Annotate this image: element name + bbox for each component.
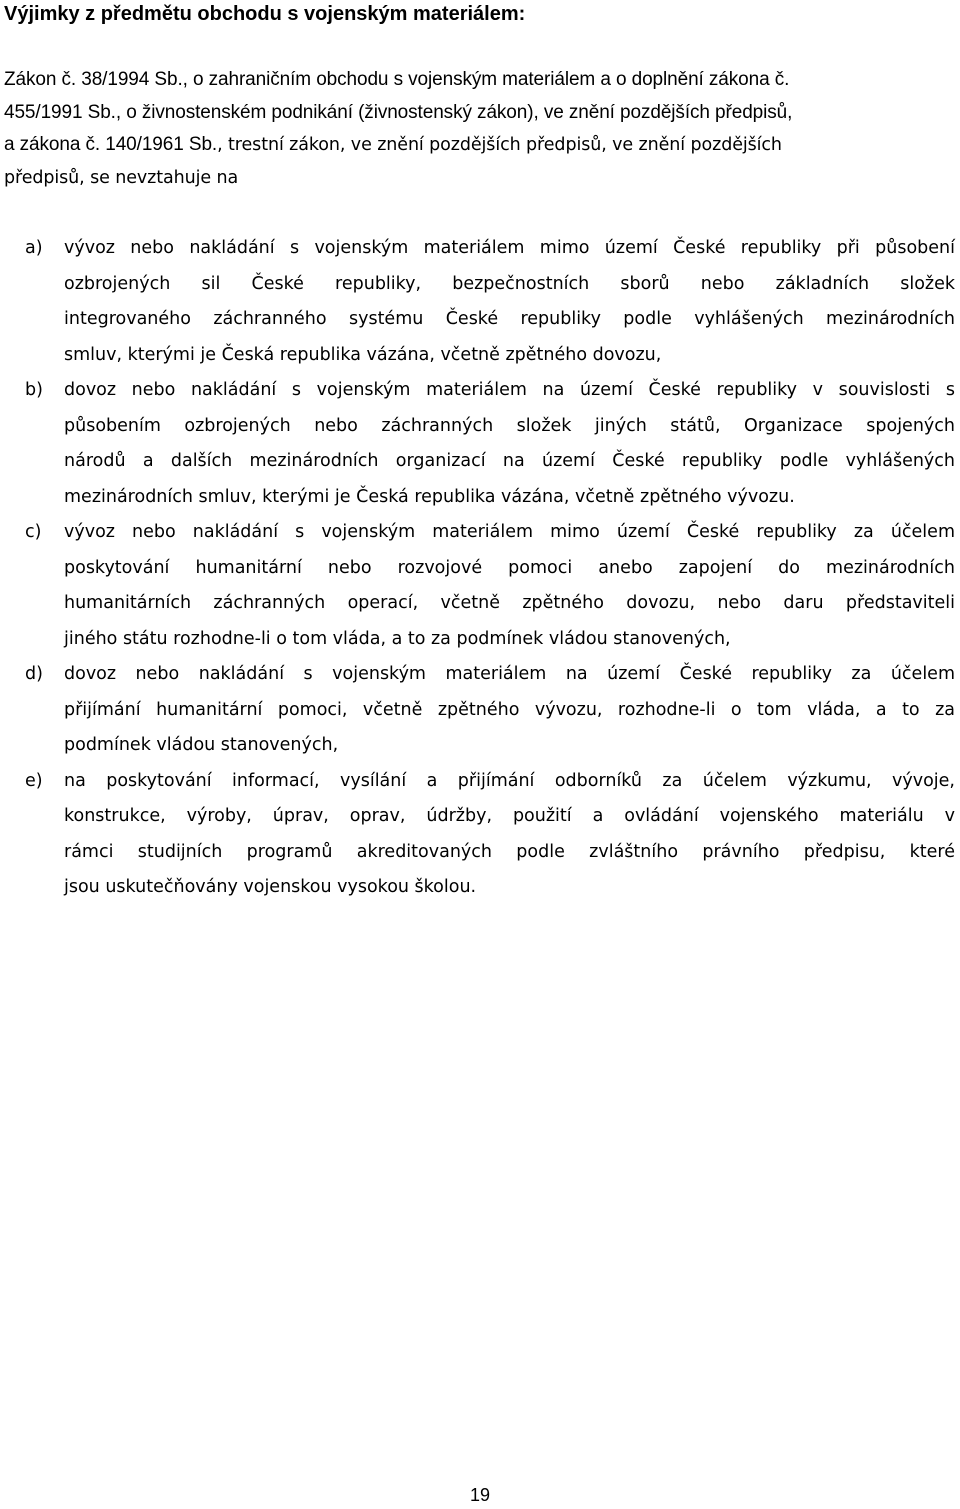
list-item-line: podmínek vládou stanovených, [64,735,339,755]
list-item-marker: e) [25,770,43,791]
list-item-line: národů a dalších mezinárodních organizací na území České republiky podle vyhlášených [64,451,955,471]
list-item-line: rámci studijních programů akreditovaných podle zvláštního právního předpisu, které [64,841,955,862]
list-item [0,373,955,515]
list-item-line: vývoz nebo nakládání s vojenským materiálem mimo území České republiky za účelem [64,522,955,542]
list-item-line: smluv, kterými je Česká republika vázána, včetně zpětného dovozu, [64,344,662,365]
intro-line [4,129,956,162]
intro-line: předpisů, se nevztahuje na [4,167,239,188]
list-item-line: jiného státu rozhodne-li o tom vláda, a to za podmínek vládou stanovených, [64,628,731,649]
list-item [0,657,955,764]
list-item-line: integrovaného záchranného systému České republiky podle vyhlášených mezinárodních [64,309,955,329]
list-item-marker: d) [25,664,43,684]
intro-line-part: a zákona č. 140/1961 Sb. [4,134,218,155]
list-item-marker: c) [25,522,42,542]
intro-paragraph [4,64,956,194]
list-item-line: jsou uskutečňovány vojenskou vysokou školou. [64,877,477,897]
intro-line-part: , trestní zákon, ve znění pozdějších předpisů, ve znění pozdějších [217,135,782,155]
list-item-line: ozbrojených sil České republiky, bezpečnostních sborů nebo základních složek [64,273,955,294]
section-heading: Výjimky z předmětu obchodu s vojenským materiálem: [4,3,526,25]
intro-line: Zákon č. 38/1994 Sb., o zahraničním obchodu s vojenským materiálem a o doplnění zákona č. [4,69,790,90]
list-item-line: dovoz nebo nakládání s vojenským materiálem na území České republiky za účelem [64,664,955,684]
list-item-line: konstrukce, výroby, úprav, oprav, údržby, použití a ovládání vojenského materiálu v [64,806,955,826]
list-item-line: dovoz nebo nakládání s vojenským materiálem na území České republiky v souvislosti s [64,380,955,400]
list-item-line: humanitárních záchranných operací, včetně zpětného dovozu, nebo daru představiteli [64,593,955,613]
intro-line: 455/1991 Sb., o živnostenském podnikání (živnostenský zákon), ve znění pozdějších předpisů, [4,101,793,123]
list-item-line: na poskytování informací, vysílání a přijímání odborníků za účelem výzkumu, vývoje, [64,770,955,791]
list-item-line: mezinárodních smluv, kterými je Česká republika vázána, včetně zpětného vývozu. [64,486,795,507]
list-item-line: vývoz nebo nakládání s vojenským materiálem mimo území České republiky při působení [64,238,955,258]
list-item [0,764,955,906]
list-item-line: přijímání humanitární pomoci, včetně zpětného vývozu, rozhodne-li o tom vláda, a to za [64,699,955,720]
page-number: 19 [469,1485,491,1505]
list-item-line: působením ozbrojených nebo záchranných složek jiných států, Organizace spojených [64,415,955,436]
list-item-line: poskytování humanitární nebo rozvojové pomoci anebo zapojení do mezinárodních [64,557,955,578]
list-item [0,231,955,373]
list-item-marker: b) [25,380,43,400]
list-item-marker: a) [25,238,43,258]
list-item [0,515,955,657]
exemption-list [0,231,960,906]
